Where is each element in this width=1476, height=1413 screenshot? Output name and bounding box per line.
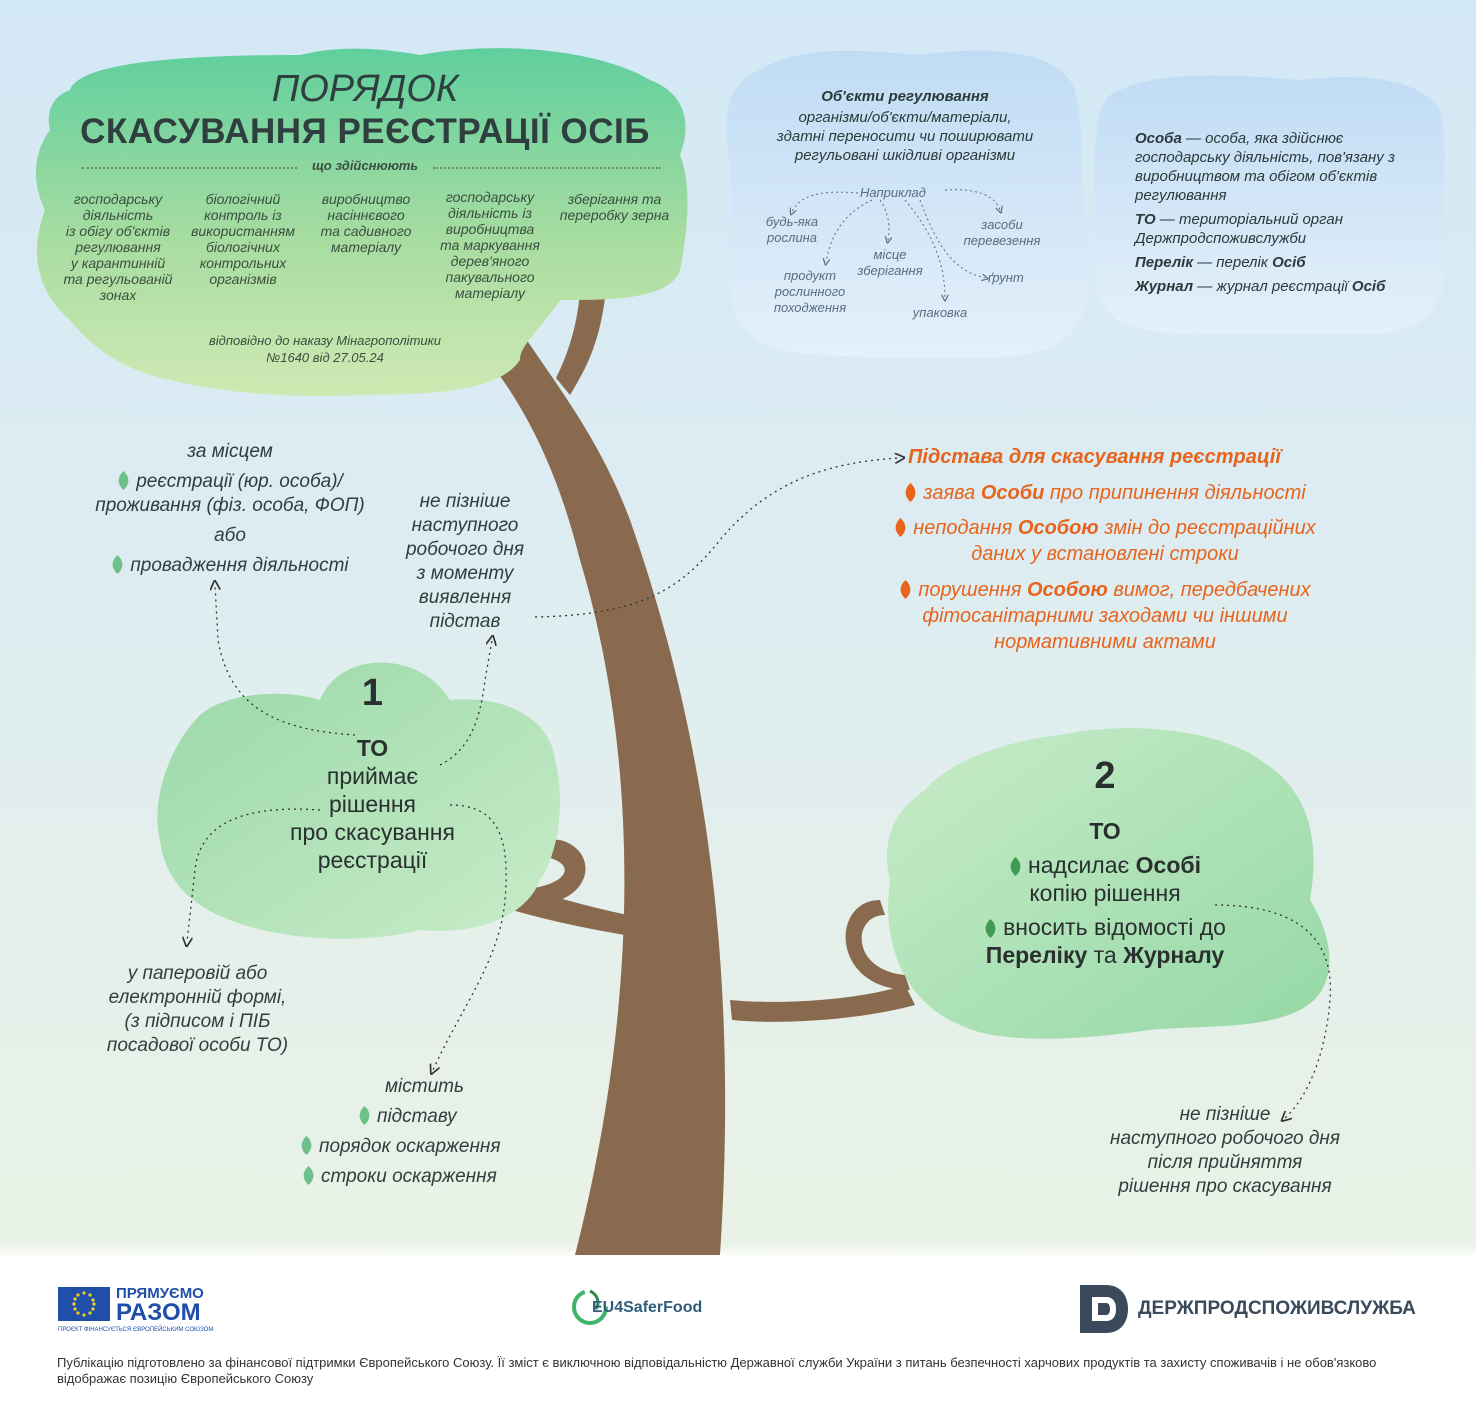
activity-1: господарську діяльність із обігу об'єктів регулювання у карантинній та регульованій зонах <box>63 191 173 303</box>
deadline2: не пізніше наступного робочого дня після прийняття рішення про скасування <box>1110 1104 1340 1197</box>
leaf-icon <box>117 471 130 490</box>
dps-icon <box>1080 1285 1128 1333</box>
step2-text: ТО надсилає Особі копію рішення вносить відомості до Переліку та Журналу <box>985 818 1226 968</box>
leaf-icon <box>984 919 997 938</box>
step1-number: 1 <box>361 672 384 714</box>
objects-heading: Об'єкти регулювання <box>821 88 989 105</box>
deadline1: не пізніше наступного робочого дня з моменту виявлення підстав <box>405 491 525 632</box>
ground-3: порушення Особою вимог, передбачених фітосанітарними заходами чи іншими нормативними актами <box>840 577 1370 655</box>
example-transport: засоби перевезення <box>963 217 1041 248</box>
leaf-icon <box>300 1136 313 1155</box>
definition-person: Особа — особа, яка здійснює господарську діяльність, пов'язану з виробництвом та обігом об'єктів регулювання <box>1135 130 1395 204</box>
activity-5: зберігання та переробку зерна <box>559 191 670 223</box>
activity-4: господарську діяльність із виробництва та маркування дерев'яного пакувального матеріалу <box>440 189 540 301</box>
title-line2: СКАСУВАННЯ РЕЄСТРАЦІЇ ОСІБ <box>80 112 650 151</box>
location-block: за місцем реєстрації (юр. особа)/ проживання (фіз. особа, ФОП) або провадження діяльності <box>95 441 365 576</box>
example-storage: місце зберігання <box>857 247 923 278</box>
leaf-icon <box>358 1106 371 1125</box>
example-soil: ґрунт <box>988 270 1024 285</box>
example-plant: будь-яка рослина <box>765 214 819 245</box>
eu-flag-icon <box>58 1287 110 1321</box>
objects-description: організми/об'єкти/матеріали, здатні переносити чи поширювати регульовані шкідливі організми <box>776 109 1034 164</box>
ground-2: неподання Особою змін до реєстраційних даних у встановлені строки <box>840 515 1370 567</box>
ground-1: заява Особи про припинення діяльності <box>840 480 1370 506</box>
example-packaging: упаковка <box>912 305 968 320</box>
flame-icon <box>894 518 907 537</box>
flame-icon <box>904 483 917 502</box>
contains-label: містить <box>385 1076 464 1097</box>
leaf-icon <box>302 1166 315 1185</box>
leaf-icon <box>1009 857 1022 876</box>
title-line1: ПОРЯДОК <box>271 68 459 110</box>
order-reference: відповідно до наказу Мінагрополітики №1640 від 27.05.24 <box>208 333 442 365</box>
contains-item-2: порядок оскарження <box>300 1135 501 1159</box>
definition-journal: Журнал — журнал реєстрації Осіб <box>1135 278 1386 295</box>
grounds-heading: Підстава для скасування реєстрації <box>908 446 1281 468</box>
subtitle: що здійснюють <box>311 158 419 173</box>
activity-2: біологічний контроль із використанням біологічних контрольних організмів <box>191 191 295 287</box>
definition-to: ТО — територіальний орган Держпродспоживслужби <box>1135 211 1343 247</box>
activity-3: виробництво насіннєвого та садивного матеріалу <box>320 191 412 255</box>
leaf-icon <box>111 555 124 574</box>
contains-item-3: строки оскарження <box>302 1165 497 1189</box>
definition-list: Перелік — перелік Осіб <box>1135 254 1306 271</box>
step2-number: 2 <box>1094 755 1116 797</box>
example-label: Наприклад <box>860 185 926 200</box>
example-product: продукт рослинного походження <box>773 268 847 315</box>
form-note: у паперовій або електронній формі, (з підписом і ПІБ посадової особи ТО) <box>106 963 289 1056</box>
contains-item-1: підставу <box>358 1105 457 1129</box>
flame-icon <box>899 580 912 599</box>
footer-disclaimer: Публікацію підготовлено за фінансової підтримки Європейського Союзу. Її зміст є виключною відповідальністю Державної служби України з питань безпечності харчових продуктів та захисту споживачів і не обов'язково відображає позицію Європейського Союзу <box>57 1355 1377 1386</box>
step1-text: ТО приймає рішення про скасування реєстрації <box>290 735 455 873</box>
